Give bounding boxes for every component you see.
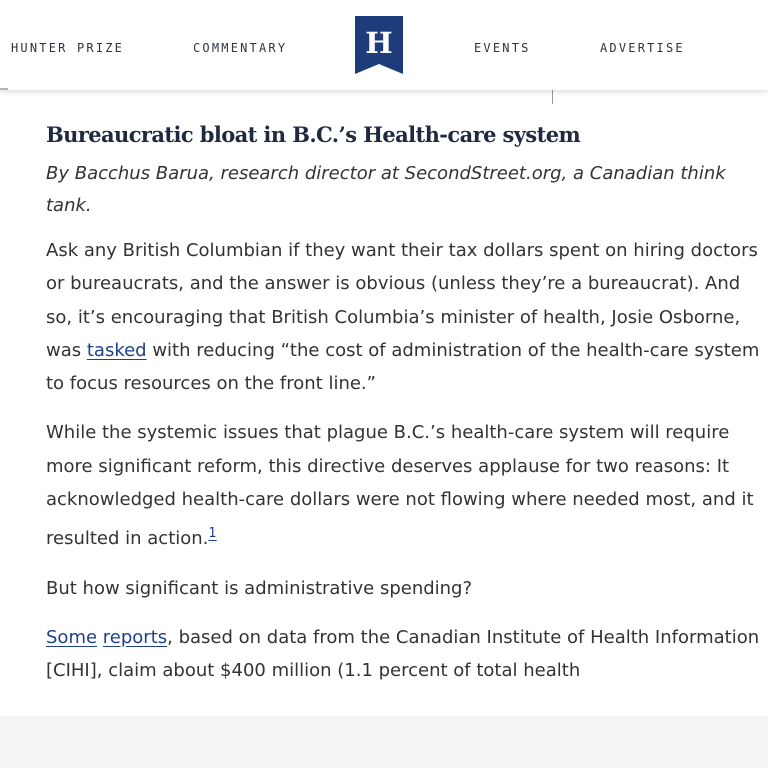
article-body [46,112,762,704]
header-divider [552,90,553,104]
nav-advertise[interactable]: ADVERTISE [600,41,685,55]
bottom-overlay [0,716,768,768]
nav-commentary[interactable]: COMMENTARY [193,41,288,55]
paragraph-3: But how significant is administrative spending? [46,577,473,599]
article-title: Bureaucratic bloat in B.C.’s Health-care system [46,122,581,147]
paragraph-text: While the systemic issues that plague B.C.’s health-care system will require more significant reform, this directive deserves applause for two reasons: It acknowledged health-care dollars were not flowing where needed most, and it resulted in action. [46,422,754,550]
footnote-link-1[interactable]: 1 [208,526,217,542]
paragraph-1 [46,234,762,400]
link-some[interactable]: Some [46,626,98,648]
hub-logo-icon[interactable] [355,16,403,74]
paragraph-2 [46,416,762,555]
paragraph-text: with reducing “the cost of administration of the health-care system to focus resources on the front line.” [46,339,760,395]
paragraph-text: Ask any British Columbian if they want their tax dollars spent on hiring doctors or bureaucrats, and the answer is obvious (unless they’re a bureaucrat). And so, it’s encouraging that British Columbia’s minister of health, Josie Osborne, was [46,240,758,361]
logo-letter: H [365,26,393,60]
site-header [0,0,768,90]
paragraph-text: , based on data from the Canadian Institute of Health Information [CIHI], claim about $400 million (1.1 percent of total health [46,626,760,682]
header-edge-mark [0,88,8,90]
link-reports[interactable]: reports [102,626,168,648]
link-tasked[interactable]: tasked [86,339,147,361]
nav-events[interactable]: EVENTS [474,41,531,55]
article-byline: By Bacchus Barua, research director at SecondStreet.org, a Canadian think tank. [46,163,726,216]
paragraph-4 [46,621,762,688]
nav-hunter-prize[interactable]: HUNTER PRIZE [11,41,125,55]
